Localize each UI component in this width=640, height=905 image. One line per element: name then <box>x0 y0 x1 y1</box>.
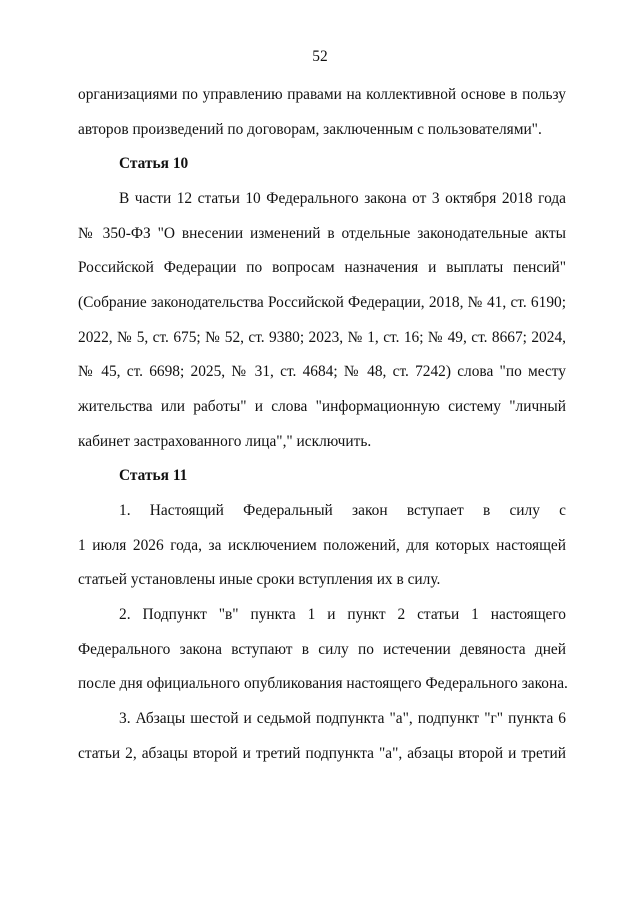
text-line: № 45, ст. 6698; 2025, № 31, ст. 4684; № 48, ст. 7242) слова "по месту <box>78 363 566 380</box>
text-line: 2022, № 5, ст. 675; № 52, ст. 9380; 2023, № 1, ст. 16; № 49, ст. 8667; 2024, <box>78 329 566 346</box>
text-line: кабинет застрахованного лица"," исключить. <box>78 433 372 450</box>
text-line: организациями по управлению правами на коллективной основе в пользу <box>78 86 566 103</box>
article-10-heading: Статья 10 <box>119 155 189 172</box>
text-line: статьей установлены иные сроки вступления их в силу. <box>78 571 441 588</box>
text-line: В части 12 статьи 10 Федерального закона от 3 октября 2018 года <box>119 190 566 207</box>
text-line: жительства или работы" и слова "информационную систему "личный <box>78 398 566 415</box>
text-line: 2. Подпункт "в" пункта 1 и пункт 2 статьи 1 настоящего <box>119 606 566 623</box>
text-line: статьи 2, абзацы второй и третий подпункта "а", абзацы второй и третий <box>78 745 566 762</box>
text-line: (Собрание законодательства Российской Федерации, 2018, № 41, ст. 6190; <box>78 294 566 311</box>
text-line: № 350-ФЗ "О внесении изменений в отдельные законодательные акты <box>78 225 566 242</box>
text-line: после дня официального опубликования настоящего Федерального закона. <box>78 675 568 692</box>
text-line: Российской Федерации по вопросам назначения и выплаты пенсий" <box>78 259 566 276</box>
text-line: авторов произведений по договорам, заключенным с пользователями". <box>78 121 542 138</box>
text-line: Федерального закона вступают в силу по истечении девяноста дней <box>78 641 566 658</box>
page-number: 52 <box>312 48 328 65</box>
article-11-heading: Статья 11 <box>119 467 188 484</box>
text-line: 1 июля 2026 года, за исключением положений, для которых настоящей <box>78 537 566 554</box>
text-line: 3. Абзацы шестой и седьмой подпункта "а", подпункт "г" пункта 6 <box>119 710 566 727</box>
text-line: 1. Настоящий Федеральный закон вступает в силу с <box>119 502 566 519</box>
